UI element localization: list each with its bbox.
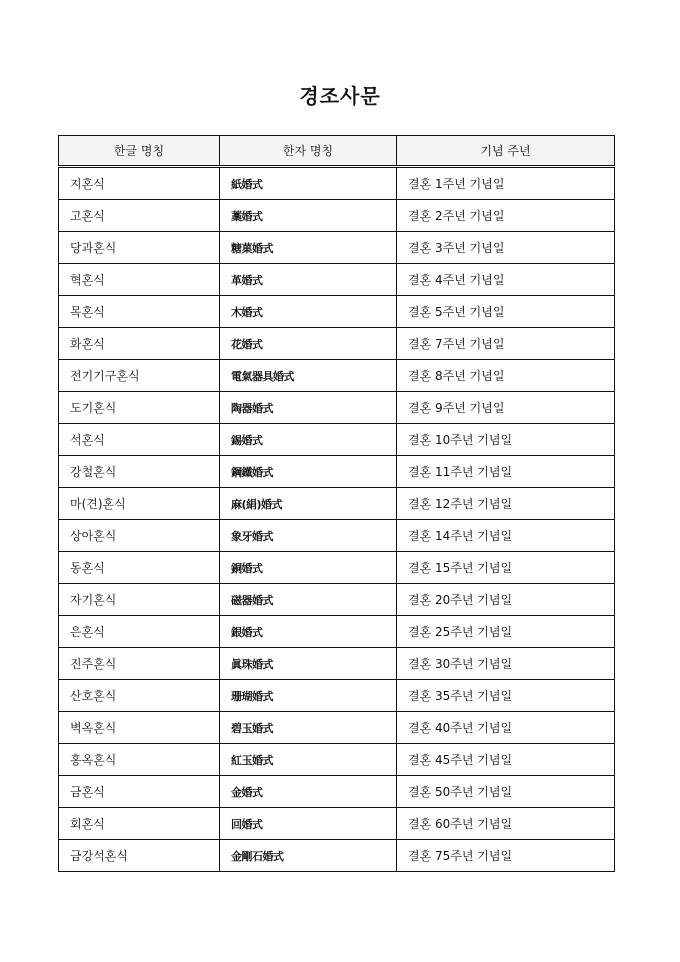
table-row xyxy=(59,328,615,360)
korean-name-cell: 지혼식 xyxy=(59,167,220,200)
table-row xyxy=(59,840,615,872)
korean-name-cell: 회혼식 xyxy=(59,808,220,840)
korean-name-cell: 자기혼식 xyxy=(59,584,220,616)
table-row xyxy=(59,232,615,264)
table-row xyxy=(59,264,615,296)
table-row xyxy=(59,648,615,680)
anniversary-cell: 결혼 3주년 기념일 xyxy=(397,232,615,264)
korean-name-cell: 마(견)혼식 xyxy=(59,488,220,520)
anniversary-cell: 결혼 40주년 기념일 xyxy=(397,712,615,744)
table-row xyxy=(59,296,615,328)
korean-name-cell: 진주혼식 xyxy=(59,648,220,680)
table-row xyxy=(59,424,615,456)
table-row xyxy=(59,552,615,584)
table-row xyxy=(59,488,615,520)
anniversary-cell: 결혼 2주년 기념일 xyxy=(397,200,615,232)
korean-name-cell: 상아혼식 xyxy=(59,520,220,552)
table-row xyxy=(59,200,615,232)
korean-name-cell: 동혼식 xyxy=(59,552,220,584)
column-header-hanja: 한자 명칭 xyxy=(220,136,397,167)
korean-name-cell: 혁혼식 xyxy=(59,264,220,296)
hanja-name-cell: 回婚式 xyxy=(220,808,397,840)
korean-name-cell: 산호혼식 xyxy=(59,680,220,712)
korean-name-cell: 금혼식 xyxy=(59,776,220,808)
hanja-name-cell: 糖菓婚式 xyxy=(220,232,397,264)
anniversary-cell: 결혼 20주년 기념일 xyxy=(397,584,615,616)
table-header-row xyxy=(59,136,615,167)
anniversary-cell: 결혼 14주년 기념일 xyxy=(397,520,615,552)
anniversary-cell: 결혼 5주년 기념일 xyxy=(397,296,615,328)
table-row xyxy=(59,680,615,712)
table-row xyxy=(59,360,615,392)
hanja-name-cell: 陶器婚式 xyxy=(220,392,397,424)
korean-name-cell: 홍옥혼식 xyxy=(59,744,220,776)
hanja-name-cell: 象牙婚式 xyxy=(220,520,397,552)
hanja-name-cell: 磁器婚式 xyxy=(220,584,397,616)
hanja-name-cell: 木婚式 xyxy=(220,296,397,328)
hanja-name-cell: 鋼鐵婚式 xyxy=(220,456,397,488)
korean-name-cell: 은혼식 xyxy=(59,616,220,648)
anniversary-cell: 결혼 35주년 기념일 xyxy=(397,680,615,712)
table-row xyxy=(59,616,615,648)
anniversary-cell: 결혼 4주년 기념일 xyxy=(397,264,615,296)
anniversary-cell: 결혼 75주년 기념일 xyxy=(397,840,615,872)
korean-name-cell: 고혼식 xyxy=(59,200,220,232)
table-row xyxy=(59,584,615,616)
table-row xyxy=(59,712,615,744)
hanja-name-cell: 電氣器具婚式 xyxy=(220,360,397,392)
hanja-name-cell: 珊瑚婚式 xyxy=(220,680,397,712)
column-header-anniversary: 기념 주년 xyxy=(397,136,615,167)
anniversary-cell: 결혼 45주년 기념일 xyxy=(397,744,615,776)
table-row xyxy=(59,456,615,488)
anniversary-cell: 결혼 15주년 기념일 xyxy=(397,552,615,584)
table-row xyxy=(59,520,615,552)
page-title: 경조사문 xyxy=(299,84,381,108)
anniversary-cell: 결혼 8주년 기념일 xyxy=(397,360,615,392)
korean-name-cell: 강철혼식 xyxy=(59,456,220,488)
hanja-name-cell: 藁婚式 xyxy=(220,200,397,232)
hanja-name-cell: 金剛石婚式 xyxy=(220,840,397,872)
korean-name-cell: 전기기구혼식 xyxy=(59,360,220,392)
hanja-name-cell: 銀婚式 xyxy=(220,616,397,648)
korean-name-cell: 화혼식 xyxy=(59,328,220,360)
anniversary-cell: 결혼 60주년 기념일 xyxy=(397,808,615,840)
anniversary-cell: 결혼 50주년 기념일 xyxy=(397,776,615,808)
anniversary-cell: 결혼 30주년 기념일 xyxy=(397,648,615,680)
hanja-name-cell: 銅婚式 xyxy=(220,552,397,584)
anniversary-cell: 결혼 7주년 기념일 xyxy=(397,328,615,360)
hanja-name-cell: 金婚式 xyxy=(220,776,397,808)
anniversary-cell: 결혼 9주년 기념일 xyxy=(397,392,615,424)
korean-name-cell: 석혼식 xyxy=(59,424,220,456)
korean-name-cell: 벽옥혼식 xyxy=(59,712,220,744)
hanja-name-cell: 花婚式 xyxy=(220,328,397,360)
hanja-name-cell: 麻(絹)婚式 xyxy=(220,488,397,520)
korean-name-cell: 금강석혼식 xyxy=(59,840,220,872)
korean-name-cell: 도기혼식 xyxy=(59,392,220,424)
hanja-name-cell: 眞珠婚式 xyxy=(220,648,397,680)
anniversary-cell: 결혼 25주년 기념일 xyxy=(397,616,615,648)
table-row xyxy=(59,776,615,808)
anniversary-cell: 결혼 1주년 기념일 xyxy=(397,167,615,200)
table-row xyxy=(59,392,615,424)
korean-name-cell: 목혼식 xyxy=(59,296,220,328)
column-header-korean: 한글 명칭 xyxy=(59,136,220,167)
hanja-name-cell: 紅玉婚式 xyxy=(220,744,397,776)
anniversary-table xyxy=(58,135,615,872)
table-row xyxy=(59,744,615,776)
table-row xyxy=(59,808,615,840)
hanja-name-cell: 紙婚式 xyxy=(220,167,397,200)
korean-name-cell: 당과혼식 xyxy=(59,232,220,264)
anniversary-cell: 결혼 10주년 기념일 xyxy=(397,424,615,456)
hanja-name-cell: 錫婚式 xyxy=(220,424,397,456)
table-row xyxy=(59,167,615,200)
anniversary-cell: 결혼 11주년 기념일 xyxy=(397,456,615,488)
hanja-name-cell: 革婚式 xyxy=(220,264,397,296)
anniversary-cell: 결혼 12주년 기념일 xyxy=(397,488,615,520)
hanja-name-cell: 碧玉婚式 xyxy=(220,712,397,744)
table-body xyxy=(59,167,615,872)
